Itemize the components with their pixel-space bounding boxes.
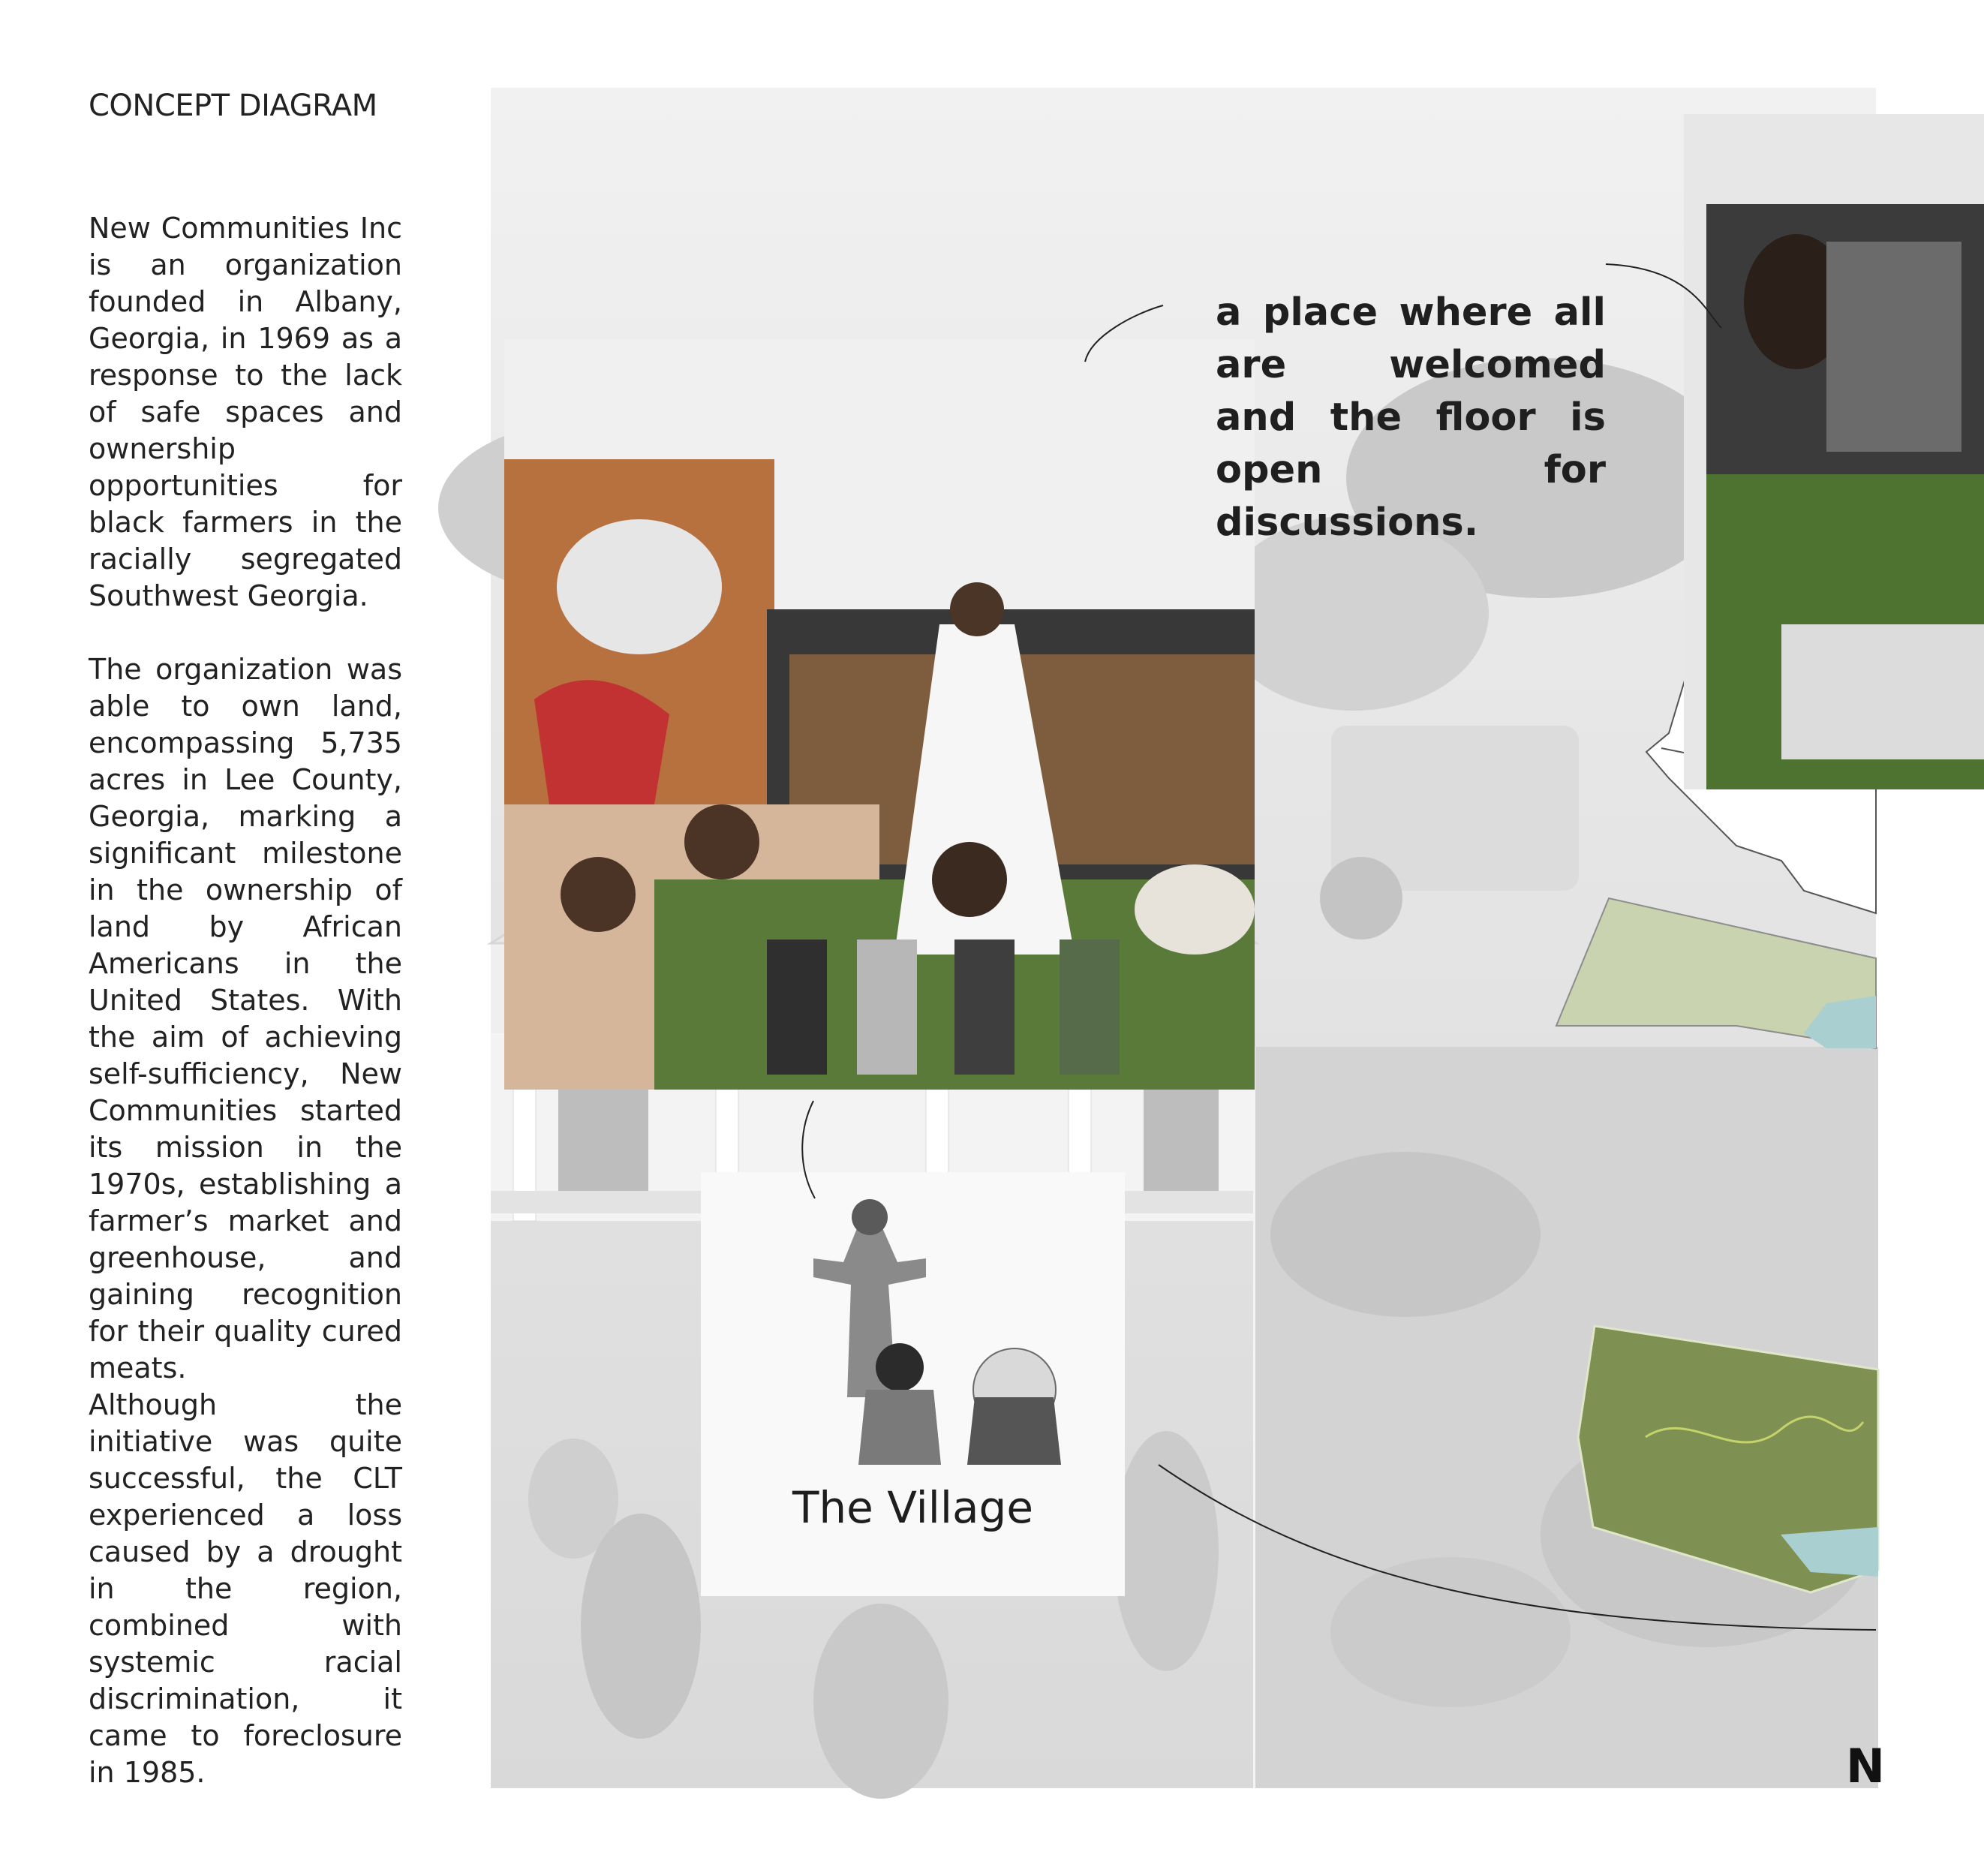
paragraph-foreclosure: Although the initiative was quite successful, the CLT experienced a loss caused by a drought in the region, combined with systemic racial discrimination, it came to foreclosure in 1985.: [89, 1388, 402, 1789]
description-text: [89, 210, 402, 1791]
edge-glyph: N: [1846, 1739, 1885, 1793]
paragraph-history: The organization was able to own land, encompassing 5,735 acres in Lee County, Georgia, marking a significant milestone in the ownership of land by African Americans in the United States. With the aim of achieving self-sufficiency, New Communities started its mission in the 1970s, establishing a farmer’s market and greenhouse, and gaining recognition for their quality cured meats.: [89, 653, 402, 1384]
welcome-callout-text: a place where all are welcomed and the floor is open for discussions.: [1216, 290, 1606, 545]
connector-lines: [491, 88, 1876, 1788]
concept-diagram-panel: [491, 88, 1885, 1793]
paragraph-intro: New Communities Inc is an organization founded in Albany, Georgia, in 1969 as a response to the lack of safe spaces and ownership opportunities for black farmers in the racially segregated Southwest Georgia.: [89, 212, 402, 612]
village-label: The Village: [792, 1482, 1034, 1533]
page-heading: CONCEPT DIAGRAM: [89, 89, 377, 123]
